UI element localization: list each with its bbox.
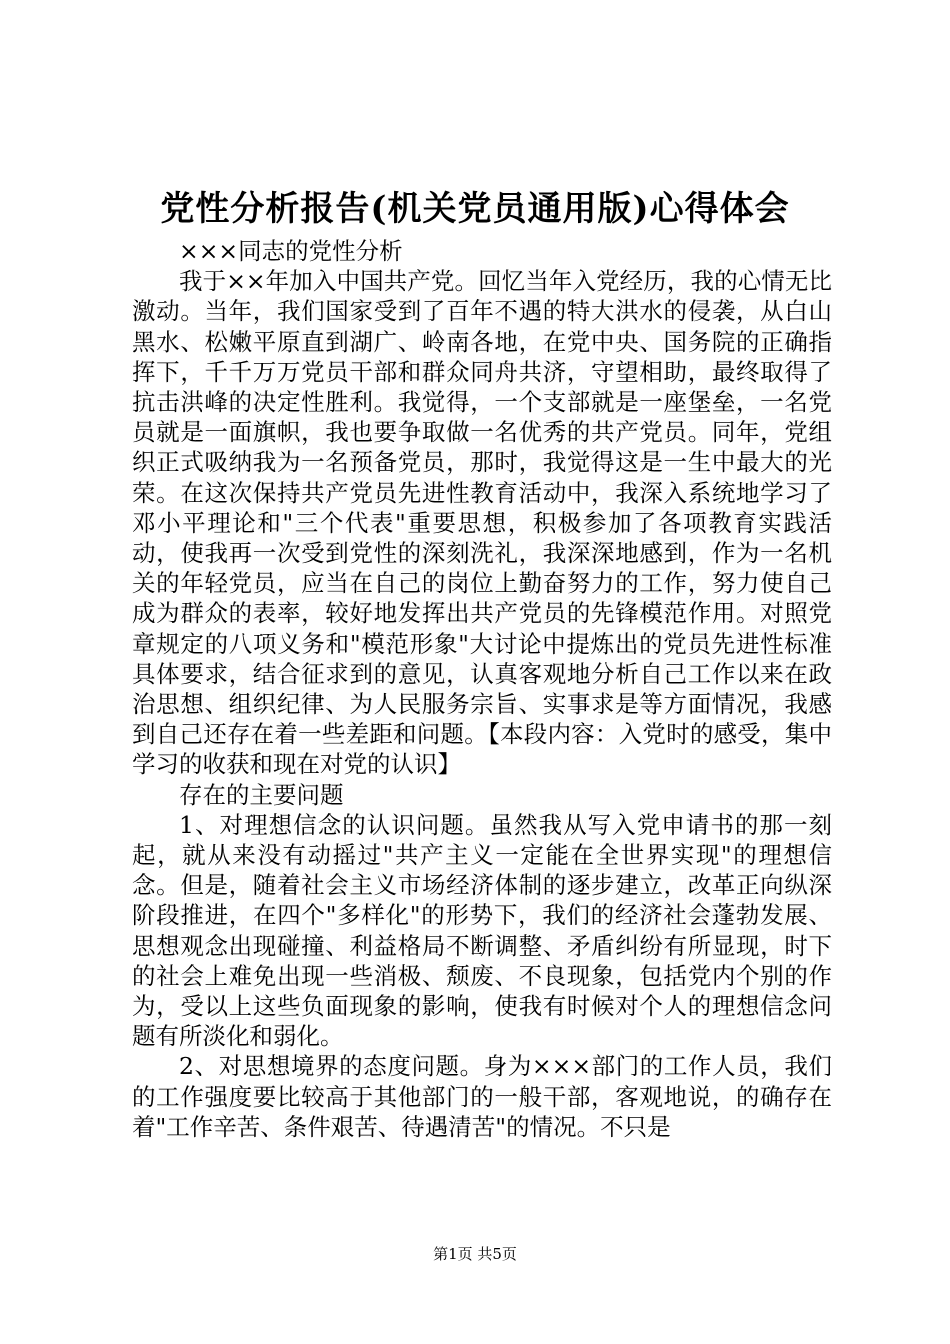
paragraph-subtitle: ×××同志的党性分析 bbox=[179, 237, 403, 265]
section-heading: 存在的主要问题 bbox=[179, 780, 344, 809]
paragraph-intro: 我于××年加入中国共产党。回忆当年入党经历，我的心情无比激动。当年，我们国家受到了百年不遇的特大洪水的侵袭，从白山黑水、松嫩平原直到湖广、岭南各地，在党中央、国务院的正确指挥下，千千万万党员干部和群众同舟共济，守望相助，最终取得了抗击洪峰的决定性胜利。我觉得，一个支部就是一座堡垒，一名党员就是一面旗帜，我也要争取做一名优秀的共产党员。同年，党组织正式吸纳我为一名预备党员，那时，我觉得这是一生中最大的光荣。在这次保持共产党员先进性教育活动中，我深入系统地学习了邓小平理论和"三个代表"重要思想，积极参加了各项教育实践活动，使我再一次受到党性的深刻洗礼，我深深地感到，作为一名机关的年轻党员，应当在自己的岗位上勤奋努力的工作，努力使自己成为群众的表率，较好地发挥出共产党员的先锋模范作用。对照党章规定的八项义务和"模范形象"大讨论中提炼出的党员先进性标准具体要求，结合征求到的意见，认真客观地分析自己工作以来在政治思想、组织纪律、为人民服务宗旨、实事求是等方面情况，我感到自己还存在着一些差距和问题。【本段内容：入党时的感受，集中学习的收获和现在对党的认识】 bbox=[132, 267, 832, 779]
document-title: 党性分析报告(机关党员通用版)心得体会 bbox=[160, 189, 790, 229]
page-footer: 第1页 共5页 bbox=[433, 1245, 517, 1263]
paragraph-problem-1: 1、对理想信念的认识问题。虽然我从写入党申请书的那一刻起，就从来没有动摇过"共产主义一定能在全世界实现"的理想信念。但是，随着社会主义市场经济体制的逐步建立，改革正向纵深阶段推进，在四个"多样化"的形势下，我们的经济社会蓬勃发展、思想观念出现碰撞、利益格局不断调整、矛盾纠纷有所显现，时下的社会上难免出现一些消极、颓废、不良现象，包括党内个别的作为，受以上这些负面现象的影响，使我有时候对个人的理想信念问题有所淡化和弱化。 bbox=[132, 810, 832, 1051]
paragraph-problem-2: 2、对思想境界的态度问题。身为×××部门的工作人员，我们的工作强度要比较高于其他部门的一般干部，客观地说，的确存在着"工作辛苦、条件艰苦、待遇清苦"的情况。不只是 bbox=[132, 1052, 832, 1141]
document-body bbox=[132, 236, 832, 1142]
